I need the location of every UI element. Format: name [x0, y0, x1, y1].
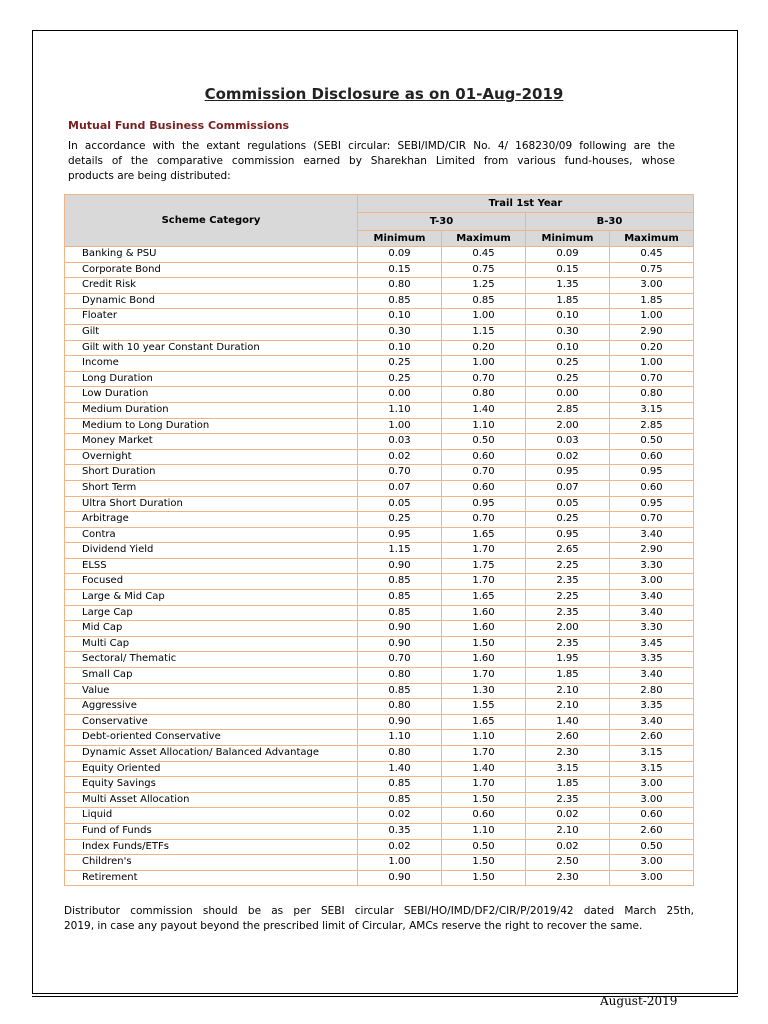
table-row	[65, 621, 694, 637]
table-row	[65, 309, 694, 325]
scheme-category-cell: Gilt	[65, 324, 358, 340]
table-row	[65, 792, 694, 808]
commission-value-cell: 1.10	[442, 730, 526, 746]
scheme-category-cell: Money Market	[65, 434, 358, 450]
table-row	[65, 605, 694, 621]
commission-value-cell: 2.65	[526, 543, 610, 559]
commission-value-cell: 0.07	[358, 480, 442, 496]
table-row	[65, 590, 694, 606]
commission-value-cell: 2.10	[526, 699, 610, 715]
commission-value-cell: 0.80	[610, 387, 694, 403]
commission-value-cell: 1.40	[442, 402, 526, 418]
commission-value-cell: 2.35	[526, 605, 610, 621]
commission-value-cell: 1.70	[442, 543, 526, 559]
header-scheme-category: Scheme Category	[65, 195, 358, 247]
intro-paragraph	[68, 139, 675, 184]
table-row	[65, 558, 694, 574]
commission-value-cell: 1.65	[442, 527, 526, 543]
scheme-category-cell: Value	[65, 683, 358, 699]
table-row	[65, 340, 694, 356]
commission-value-cell: 0.03	[526, 434, 610, 450]
commission-value-cell: 1.70	[442, 746, 526, 762]
scheme-category-cell: Fund of Funds	[65, 823, 358, 839]
commission-value-cell: 0.05	[358, 496, 442, 512]
commission-value-cell: 0.02	[526, 449, 610, 465]
scheme-category-cell: Liquid	[65, 808, 358, 824]
scheme-category-cell: Banking & PSU	[65, 247, 358, 263]
commission-value-cell: 0.30	[526, 324, 610, 340]
scheme-category-cell: ELSS	[65, 558, 358, 574]
scheme-category-cell: Overnight	[65, 449, 358, 465]
commission-value-cell: 0.70	[358, 465, 442, 481]
commission-value-cell: 1.40	[526, 714, 610, 730]
commission-value-cell: 0.85	[358, 605, 442, 621]
scheme-category-cell: Equity Savings	[65, 777, 358, 793]
commission-value-cell: 3.45	[610, 636, 694, 652]
commission-value-cell: 2.30	[526, 746, 610, 762]
header-b30-minimum: Minimum	[526, 231, 610, 247]
footer-date: August-2019	[600, 994, 678, 1008]
table-row	[65, 402, 694, 418]
commission-value-cell: 3.15	[610, 402, 694, 418]
commission-value-cell: 1.00	[610, 356, 694, 372]
commission-value-cell: 0.15	[526, 262, 610, 278]
table-row	[65, 512, 694, 528]
scheme-category-cell: Equity Oriented	[65, 761, 358, 777]
table-row	[65, 870, 694, 886]
commission-value-cell: 0.70	[358, 652, 442, 668]
commission-value-cell: 0.60	[610, 480, 694, 496]
commission-value-cell: 1.65	[442, 714, 526, 730]
commission-value-cell: 0.70	[442, 512, 526, 528]
closing-line: Distributor commission should be as per SEBI circular SEBI/HO/IMD/DF2/CIR/P/2019/42 dated March 25th,	[64, 905, 694, 917]
header-trail-first-year: Trail 1st Year	[358, 195, 694, 213]
commission-value-cell: 2.35	[526, 574, 610, 590]
scheme-category-cell: Dynamic Asset Allocation/ Balanced Advantage	[65, 746, 358, 762]
commission-value-cell: 3.15	[610, 746, 694, 762]
scheme-category-cell: Retirement	[65, 870, 358, 886]
commission-value-cell: 3.15	[610, 761, 694, 777]
commission-value-cell: 0.02	[526, 839, 610, 855]
commission-value-cell: 1.10	[442, 823, 526, 839]
commission-value-cell: 0.09	[358, 247, 442, 263]
table-row	[65, 823, 694, 839]
header-t30: T-30	[358, 213, 526, 231]
table-body	[65, 247, 694, 886]
scheme-category-cell: Corporate Bond	[65, 262, 358, 278]
table-row	[65, 761, 694, 777]
commission-value-cell: 2.50	[526, 855, 610, 871]
commission-value-cell: 3.40	[610, 668, 694, 684]
commission-value-cell: 0.15	[358, 262, 442, 278]
table-row	[65, 434, 694, 450]
table-row	[65, 777, 694, 793]
commission-value-cell: 1.65	[442, 590, 526, 606]
table-row	[65, 714, 694, 730]
commission-value-cell: 3.40	[610, 605, 694, 621]
table-row	[65, 543, 694, 559]
commission-value-cell: 2.10	[526, 823, 610, 839]
scheme-category-cell: Mid Cap	[65, 621, 358, 637]
commission-value-cell: 0.95	[610, 496, 694, 512]
commission-value-cell: 2.35	[526, 636, 610, 652]
commission-value-cell: 1.15	[442, 324, 526, 340]
table-row	[65, 324, 694, 340]
section-subtitle: Mutual Fund Business Commissions	[68, 119, 290, 132]
table-row	[65, 730, 694, 746]
table-row	[65, 449, 694, 465]
commission-value-cell: 1.60	[442, 605, 526, 621]
commission-value-cell: 0.80	[358, 699, 442, 715]
commission-value-cell: 0.90	[358, 621, 442, 637]
commission-value-cell: 0.60	[610, 449, 694, 465]
commission-value-cell: 2.25	[526, 590, 610, 606]
commission-value-cell: 0.60	[610, 808, 694, 824]
commission-value-cell: 0.80	[442, 387, 526, 403]
scheme-category-cell: Children's	[65, 855, 358, 871]
commission-value-cell: 1.25	[442, 278, 526, 294]
commission-value-cell: 0.70	[442, 465, 526, 481]
commission-value-cell: 0.25	[358, 371, 442, 387]
commission-value-cell: 2.90	[610, 324, 694, 340]
scheme-category-cell: Credit Risk	[65, 278, 358, 294]
header-b30: B-30	[526, 213, 694, 231]
commission-value-cell: 0.85	[358, 590, 442, 606]
table-row	[65, 278, 694, 294]
commission-value-cell: 1.30	[442, 683, 526, 699]
table-row	[65, 574, 694, 590]
page-title: Commission Disclosure as on 01-Aug-2019	[204, 85, 564, 103]
commission-value-cell: 1.00	[442, 356, 526, 372]
commission-value-cell: 1.35	[526, 278, 610, 294]
commission-value-cell: 0.30	[358, 324, 442, 340]
closing-paragraph	[64, 904, 694, 934]
scheme-category-cell: Large & Mid Cap	[65, 590, 358, 606]
commission-value-cell: 1.50	[442, 870, 526, 886]
scheme-category-cell: Focused	[65, 574, 358, 590]
scheme-category-cell: Aggressive	[65, 699, 358, 715]
scheme-category-cell: Income	[65, 356, 358, 372]
table-row	[65, 683, 694, 699]
commission-value-cell: 1.40	[358, 761, 442, 777]
commission-value-cell: 0.60	[442, 480, 526, 496]
commission-value-cell: 2.30	[526, 870, 610, 886]
table-row	[65, 652, 694, 668]
commission-value-cell: 3.35	[610, 699, 694, 715]
commission-value-cell: 0.35	[358, 823, 442, 839]
commission-value-cell: 0.70	[442, 371, 526, 387]
header-b30-maximum: Maximum	[610, 231, 694, 247]
header-t30-minimum: Minimum	[358, 231, 442, 247]
table-row	[65, 668, 694, 684]
commission-value-cell: 1.70	[442, 777, 526, 793]
table-row	[65, 839, 694, 855]
commission-value-cell: 0.25	[526, 356, 610, 372]
scheme-category-cell: Gilt with 10 year Constant Duration	[65, 340, 358, 356]
scheme-category-cell: Multi Asset Allocation	[65, 792, 358, 808]
commission-value-cell: 2.85	[610, 418, 694, 434]
commission-value-cell: 0.95	[526, 465, 610, 481]
commission-value-cell: 1.70	[442, 668, 526, 684]
scheme-category-cell: Dividend Yield	[65, 543, 358, 559]
commission-value-cell: 0.95	[358, 527, 442, 543]
commission-value-cell: 0.85	[358, 792, 442, 808]
commission-value-cell: 1.95	[526, 652, 610, 668]
commission-value-cell: 1.85	[526, 777, 610, 793]
commission-value-cell: 0.95	[442, 496, 526, 512]
commission-value-cell: 1.70	[442, 574, 526, 590]
commission-value-cell: 2.25	[526, 558, 610, 574]
commission-value-cell: 1.00	[358, 855, 442, 871]
commission-value-cell: 0.03	[358, 434, 442, 450]
commission-value-cell: 3.40	[610, 527, 694, 543]
commission-value-cell: 3.40	[610, 714, 694, 730]
commission-value-cell: 0.60	[442, 808, 526, 824]
intro-line: details of the comparative commission earned by Sharekhan Limited from various fund-houses, whose	[68, 155, 675, 167]
commission-value-cell: 2.60	[610, 730, 694, 746]
commission-value-cell: 0.00	[526, 387, 610, 403]
commission-value-cell: 1.85	[610, 293, 694, 309]
commission-value-cell: 3.00	[610, 777, 694, 793]
table-row	[65, 371, 694, 387]
table-row	[65, 746, 694, 762]
commission-value-cell: 0.25	[358, 356, 442, 372]
scheme-category-cell: Large Cap	[65, 605, 358, 621]
commission-value-cell: 2.00	[526, 418, 610, 434]
commission-value-cell: 0.60	[442, 449, 526, 465]
commission-value-cell: 0.10	[526, 309, 610, 325]
commission-table	[64, 194, 694, 886]
commission-value-cell: 2.60	[526, 730, 610, 746]
scheme-category-cell: Short Term	[65, 480, 358, 496]
scheme-category-cell: Medium Duration	[65, 402, 358, 418]
scheme-category-cell: Long Duration	[65, 371, 358, 387]
table-row	[65, 247, 694, 263]
header-t30-maximum: Maximum	[442, 231, 526, 247]
commission-value-cell: 0.25	[526, 371, 610, 387]
scheme-category-cell: Short Duration	[65, 465, 358, 481]
commission-value-cell: 0.95	[610, 465, 694, 481]
commission-value-cell: 0.10	[358, 340, 442, 356]
table-row	[65, 496, 694, 512]
commission-value-cell: 1.10	[358, 402, 442, 418]
commission-value-cell: 3.00	[610, 870, 694, 886]
commission-value-cell: 2.90	[610, 543, 694, 559]
scheme-category-cell: Ultra Short Duration	[65, 496, 358, 512]
commission-value-cell: 1.60	[442, 621, 526, 637]
table-row	[65, 808, 694, 824]
commission-value-cell: 3.40	[610, 590, 694, 606]
commission-value-cell: 0.09	[526, 247, 610, 263]
commission-value-cell: 0.70	[610, 512, 694, 528]
table-row	[65, 465, 694, 481]
commission-value-cell: 0.85	[442, 293, 526, 309]
scheme-category-cell: Conservative	[65, 714, 358, 730]
commission-value-cell: 0.80	[358, 278, 442, 294]
scheme-category-cell: Multi Cap	[65, 636, 358, 652]
scheme-category-cell: Arbitrage	[65, 512, 358, 528]
commission-value-cell: 0.85	[358, 293, 442, 309]
commission-value-cell: 0.50	[442, 434, 526, 450]
commission-value-cell: 0.02	[358, 839, 442, 855]
commission-value-cell: 0.25	[526, 512, 610, 528]
commission-value-cell: 0.80	[358, 746, 442, 762]
table-row	[65, 699, 694, 715]
commission-value-cell: 0.85	[358, 683, 442, 699]
table-row	[65, 293, 694, 309]
commission-value-cell: 0.80	[358, 668, 442, 684]
commission-value-cell: 3.30	[610, 558, 694, 574]
commission-value-cell: 0.00	[358, 387, 442, 403]
commission-value-cell: 3.30	[610, 621, 694, 637]
commission-value-cell: 0.50	[610, 839, 694, 855]
closing-line: 2019, in case any payout beyond the prescribed limit of Circular, AMCs reserve the right to recover the same.	[64, 920, 643, 932]
commission-value-cell: 1.00	[610, 309, 694, 325]
commission-value-cell: 0.02	[358, 449, 442, 465]
commission-value-cell: 0.90	[358, 714, 442, 730]
commission-value-cell: 0.05	[526, 496, 610, 512]
commission-value-cell: 0.10	[358, 309, 442, 325]
table-row	[65, 855, 694, 871]
scheme-category-cell: Dynamic Bond	[65, 293, 358, 309]
commission-value-cell: 3.00	[610, 278, 694, 294]
commission-value-cell: 1.60	[442, 652, 526, 668]
intro-line: products are being distributed:	[68, 170, 231, 182]
commission-value-cell: 1.55	[442, 699, 526, 715]
commission-value-cell: 1.10	[358, 730, 442, 746]
table-row	[65, 527, 694, 543]
commission-value-cell: 0.70	[610, 371, 694, 387]
commission-value-cell: 0.50	[610, 434, 694, 450]
commission-value-cell: 2.85	[526, 402, 610, 418]
commission-value-cell: 0.90	[358, 870, 442, 886]
table-row	[65, 418, 694, 434]
commission-value-cell: 3.00	[610, 855, 694, 871]
commission-value-cell: 0.02	[526, 808, 610, 824]
commission-value-cell: 1.10	[442, 418, 526, 434]
commission-value-cell: 0.07	[526, 480, 610, 496]
table-row	[65, 636, 694, 652]
commission-value-cell: 1.00	[442, 309, 526, 325]
commission-value-cell: 2.35	[526, 792, 610, 808]
commission-value-cell: 3.15	[526, 761, 610, 777]
commission-value-cell: 1.50	[442, 792, 526, 808]
commission-value-cell: 0.20	[610, 340, 694, 356]
commission-value-cell: 2.80	[610, 683, 694, 699]
scheme-category-cell: Debt-oriented Conservative	[65, 730, 358, 746]
commission-value-cell: 2.10	[526, 683, 610, 699]
commission-value-cell: 0.85	[358, 574, 442, 590]
commission-value-cell: 0.85	[358, 777, 442, 793]
commission-value-cell: 1.50	[442, 636, 526, 652]
scheme-category-cell: Low Duration	[65, 387, 358, 403]
commission-value-cell: 3.35	[610, 652, 694, 668]
commission-value-cell: 0.02	[358, 808, 442, 824]
commission-value-cell: 2.60	[610, 823, 694, 839]
commission-value-cell: 0.90	[358, 636, 442, 652]
commission-value-cell: 0.20	[442, 340, 526, 356]
scheme-category-cell: Floater	[65, 309, 358, 325]
scheme-category-cell: Contra	[65, 527, 358, 543]
commission-value-cell: 0.45	[610, 247, 694, 263]
commission-value-cell: 1.85	[526, 668, 610, 684]
commission-value-cell: 0.50	[442, 839, 526, 855]
commission-value-cell: 1.00	[358, 418, 442, 434]
scheme-category-cell: Small Cap	[65, 668, 358, 684]
commission-value-cell: 0.45	[442, 247, 526, 263]
commission-value-cell: 1.15	[358, 543, 442, 559]
commission-value-cell: 0.95	[526, 527, 610, 543]
commission-value-cell: 3.00	[610, 792, 694, 808]
table-row	[65, 480, 694, 496]
commission-value-cell: 0.25	[358, 512, 442, 528]
table-row	[65, 356, 694, 372]
scheme-category-cell: Index Funds/ETFs	[65, 839, 358, 855]
table-row	[65, 387, 694, 403]
commission-value-cell: 1.50	[442, 855, 526, 871]
commission-value-cell: 2.00	[526, 621, 610, 637]
commission-value-cell: 0.75	[610, 262, 694, 278]
commission-value-cell: 1.40	[442, 761, 526, 777]
commission-value-cell: 1.75	[442, 558, 526, 574]
commission-value-cell: 0.75	[442, 262, 526, 278]
commission-value-cell: 0.90	[358, 558, 442, 574]
commission-value-cell: 3.00	[610, 574, 694, 590]
scheme-category-cell: Sectoral/ Thematic	[65, 652, 358, 668]
commission-value-cell: 0.10	[526, 340, 610, 356]
commission-value-cell: 1.85	[526, 293, 610, 309]
intro-line: In accordance with the extant regulations (SEBI circular: SEBI/IMD/CIR No. 4/ 168230/09 following are the	[68, 140, 675, 152]
scheme-category-cell: Medium to Long Duration	[65, 418, 358, 434]
table-row	[65, 262, 694, 278]
